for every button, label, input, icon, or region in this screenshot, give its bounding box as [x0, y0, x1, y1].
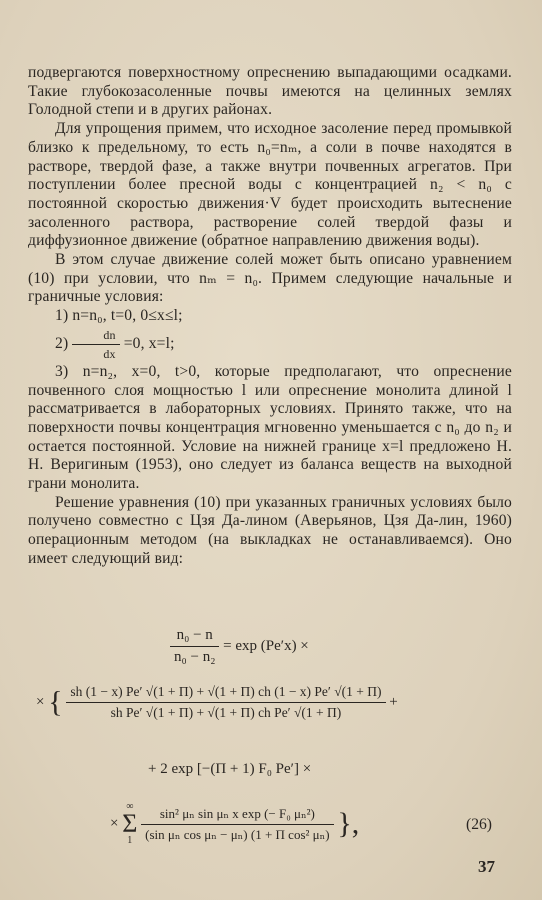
times-sum: × [110, 815, 119, 832]
formula-line-2 [36, 684, 398, 721]
equation-number: (26) [466, 816, 492, 833]
closing-brace: }, [337, 807, 360, 840]
times-left: × [36, 693, 45, 710]
page-number: 37 [478, 857, 495, 876]
formula-line-3: + 2 exp [−(Π + 1) F₀ Pe′] × [148, 761, 312, 777]
series-denominator: (sin μₙ cos μₙ − μₙ) (1 + Π cos² μₙ) [145, 826, 330, 842]
formula-rhs-1: = exp (Pe′x) × [223, 637, 309, 654]
dn-dx-fraction [72, 328, 119, 361]
condition-2-prefix: 2) [55, 334, 69, 352]
lhs-denominator: n₀ − n₂ [174, 649, 216, 665]
paragraph-4: 3) n=n₂, x=0, t>0, которые предполагают, что опреснение почвенного слоя мощностью l или опреснение монолита длиной l рассматривается в лабораторных условиях. Принято также, что на поверхности почвы концентрация мгновенно уменьшается с n₀ до n₂ и остается постоянной. Условие на нижней границе x=l предложено Н. Н. Веригиным (1953), оно следует из баланса веществ на выходной грани монолита. [28, 362, 512, 493]
plus-sign: + [389, 693, 398, 710]
left-brace: { [48, 685, 63, 719]
sum-lower-limit: 1 [127, 835, 133, 846]
main-numerator: sh (1 − x) Pe′ √(1 + Π) + √(1 + Π) ch (1 − x) Pe′ √(1 + Π) [66, 684, 385, 703]
dn-numerator: dn [72, 328, 119, 345]
paragraph-3: В этом случае движение солей может быть описано уравнением (10) при условии, что nₘ = n₀. Примем следующие начальные и граничные условия: [28, 251, 512, 306]
lhs-fraction [170, 627, 219, 666]
sum-upper-limit: ∞ [126, 801, 134, 812]
paragraph-2: Для упрощения примем, что исходное засоление перед промывкой близко к предельному, то есть n₀=nₘ, а соли в почве находятся в растворе, твердой фазе, а также внутри почвенных агрегатов. При поступлении более пресной воды с концентрацией n₂ < n₀ с постоянной скоростью движения·V будет происходить вытеснение засоленного раствора, растворение солей твердой фазы и диффузионное движение (обратное направлению движения воды). [28, 120, 512, 250]
text-block [28, 64, 512, 569]
condition-2-rest: =0, x=l; [123, 334, 175, 352]
condition-2 [28, 328, 512, 361]
formula-line-1 [170, 627, 309, 666]
sum-operator [122, 802, 137, 846]
series-fraction [141, 806, 333, 843]
paragraph-5: Решение уравнения (10) при указанных граничных условиях было получено совместно с Цзя Да-лином (Аверьянов, Цзя Да-лин, 1960) операционным методом (на выкладках не останавливаемся). Оно имеет следующий вид: [28, 493, 512, 567]
main-denominator: sh Pe′ √(1 + Π) + √(1 + Π) ch Pe′ √(1 + Π) [110, 705, 342, 720]
formula-line-4 [110, 802, 359, 846]
lhs-numerator: n₀ − n [170, 627, 219, 647]
condition-1: 1) n=n₀, t=0, 0≤x≤l; [55, 307, 183, 325]
paragraph-1: подвергаются поверхностному опреснению выпадающими осадками. Такие глубокозасоленные почвы имеются на целинных землях Голодной степи и в других районах. [28, 64, 512, 119]
main-fraction [66, 684, 385, 721]
series-numerator: sin² μₙ sin μₙ x exp (− F₀ μₙ²) [141, 806, 333, 825]
sigma-symbol: Σ [122, 809, 138, 838]
dx-denominator: dx [103, 346, 116, 361]
